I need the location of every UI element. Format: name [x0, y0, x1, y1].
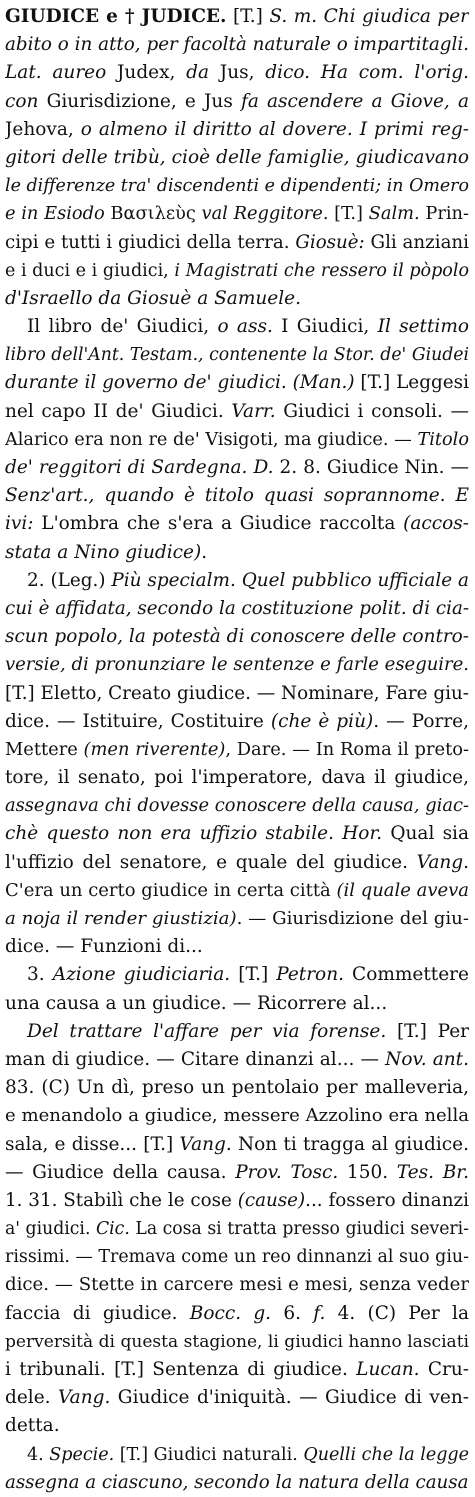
entry-text-line: C'era un certo giudice in certa città (il quale aveva	[5, 879, 469, 901]
entry-text-line: dice. — Funzioni di...	[5, 936, 203, 958]
entry-text-line: versie, di pronunziare le sentenze e farle eseguire.	[5, 654, 469, 676]
entry-text-line: faccia di giudice. Bocc. g. 6. f. 4. (C) Per la	[5, 1302, 469, 1324]
entry-text-line: dele. Vang. Giudice d'iniquità. — Giudice di ven-	[5, 1387, 469, 1409]
entry-text-line: cipi e tutti i giudici della terra. Giosuè: Gli anziani	[5, 231, 469, 253]
entry-text-line: Lat. aureo Judex, da Jus, dico. Ha com. l'orig.	[5, 62, 469, 84]
entry-text-line: gitori delle tribù, cioè delle famiglie, giudicavano	[5, 146, 469, 168]
entry-text-line: Alarico era non re de' Visigoti, ma giudice. — Titolo	[5, 429, 469, 450]
entry-text-line: sala, e disse... [T.] Vang. Non ti tragga al giudice.	[5, 1133, 469, 1155]
entry-text-line: a noja il render giustizia). — Giurisdizione del giu-	[5, 908, 469, 929]
entry-text-line: Il libro de' Giudici, o ass. I Giudici, Il settimo	[27, 316, 469, 338]
entry-text-line: stata a Nino giudice).	[5, 541, 208, 563]
entry-text-line: assegnava chi dovesse conoscere della causa, giac-	[5, 795, 469, 817]
entry-text-line: d'Israello da Giosuè a Samuele.	[5, 287, 301, 309]
entry-text-line: le differenze tra' discendenti e dipendenti; in Omero	[5, 176, 469, 197]
entry-text-line: Mettere (men riverente), Dare. — In Roma il preto-	[5, 738, 469, 760]
entry-headword-line: GIUDICE e † JUDICE. [T.] S. m. Chi giudica per	[5, 6, 469, 27]
entry-text-line: libro dell'Ant. Testam., contenente la Stor. de' Giudei	[5, 345, 469, 366]
entry-text-line: Jehova, o almeno il diritto al dovere. I primi reg-	[5, 118, 469, 140]
entry-text-line: 1. 31. Stabilì che le cose (cause)... fossero dinanzi	[5, 1189, 469, 1211]
entry-text-line: 83. (C) Un dì, preso un pentolaio per malleveria,	[5, 1077, 469, 1099]
entry-text-line: tore, il senato, poi l'imperatore, dava il giudice,	[5, 767, 469, 789]
entry-text-line: Del trattare l'affare per via forense. [T.] Per	[27, 1020, 469, 1042]
entry-text-line: — Giudice della causa. Prov. Tosc. 150. Tes. Br.	[5, 1161, 469, 1183]
entry-text-line: ivi: L'ombra che s'era a Giudice raccolta (accos-	[5, 513, 469, 535]
entry-text-line: una causa a un giudice. — Ricorrere al...	[5, 992, 388, 1014]
entry-text-line: Senz'art., quando è titolo quasi soprannome. E	[5, 485, 469, 507]
entry-text-line: detta.	[5, 1415, 60, 1437]
entry-text-line: e in Esiodo Βασιλεὺς val Reggitore. [T.] Salm. Prin-	[5, 203, 469, 225]
entry-text-line: perversità di questa stagione, li giudici hanno lasciati	[5, 1331, 469, 1352]
entry-text-line: a' giudici. Cic. La cosa si tratta presso giudici severi-	[5, 1219, 469, 1240]
entry-text-line: 2. (Leg.) Più specialm. Quel pubblico ufficiale a	[27, 569, 469, 591]
entry-text-line: 4. Specie. [T.] Giudici naturali. Quelli che la legge	[27, 1444, 469, 1465]
entry-text-line: de' reggitori di Sardegna. D. 2. 8. Giudice Nin. —	[5, 457, 469, 478]
entry-text-line: cui è affidata, secondo la costituzione polit. di cia-	[5, 597, 469, 619]
entry-text-line: chè questo non era uffizio stabile. Hor. Qual sia	[5, 823, 469, 845]
entry-text-line: rissimi. — Tremava come un reo dinnanzi al suo giu-	[5, 1247, 469, 1268]
entry-text-line: e menandolo a giudice, messere Azzolino era nella	[5, 1105, 469, 1127]
entry-text-line: con Giurisdizione, e Jus fa ascendere a Giove, a	[5, 90, 469, 112]
entry-text-line: dice. — Istituire, Costituire (che è più). — Porre,	[5, 710, 469, 732]
entry-text-line: nel capo II de' Giudici. Varr. Giudici i consoli. —	[5, 400, 469, 422]
entry-text-line: durante il governo de' giudici. (Man.) [T.] Leggesi	[5, 372, 469, 394]
entry-text-line: e i duci e i giudici, i Magistrati che ressero il pòpolo	[5, 260, 469, 281]
entry-text-line: abito o in atto, per facoltà naturale o impartitagli.	[5, 34, 469, 56]
entry-text-line: assegna a ciascuno, secondo la natura della causa	[5, 1471, 469, 1493]
entry-text-line: man di giudice. — Citare dinanzi al... — Nov. ant.	[5, 1048, 469, 1070]
entry-text-line: l'uffizio del senatore, e quale del giudice. Vang.	[5, 851, 469, 873]
entry-text-line: i tribunali. [T.] Sentenza di giudice. Lucan. Cru-	[5, 1359, 469, 1380]
entry-text-line: dice. — Stette in carcere mesi e mesi, senza veder	[5, 1274, 469, 1296]
entry-text-line: scun popolo, la potestà di conoscere delle contro-	[5, 626, 469, 648]
entry-text-line: 3. Azione giudiciaria. [T.] Petron. Commettere	[27, 964, 469, 986]
entry-text-line: [T.] Eletto, Creato giudice. — Nominare, Fare giu-	[5, 682, 469, 704]
